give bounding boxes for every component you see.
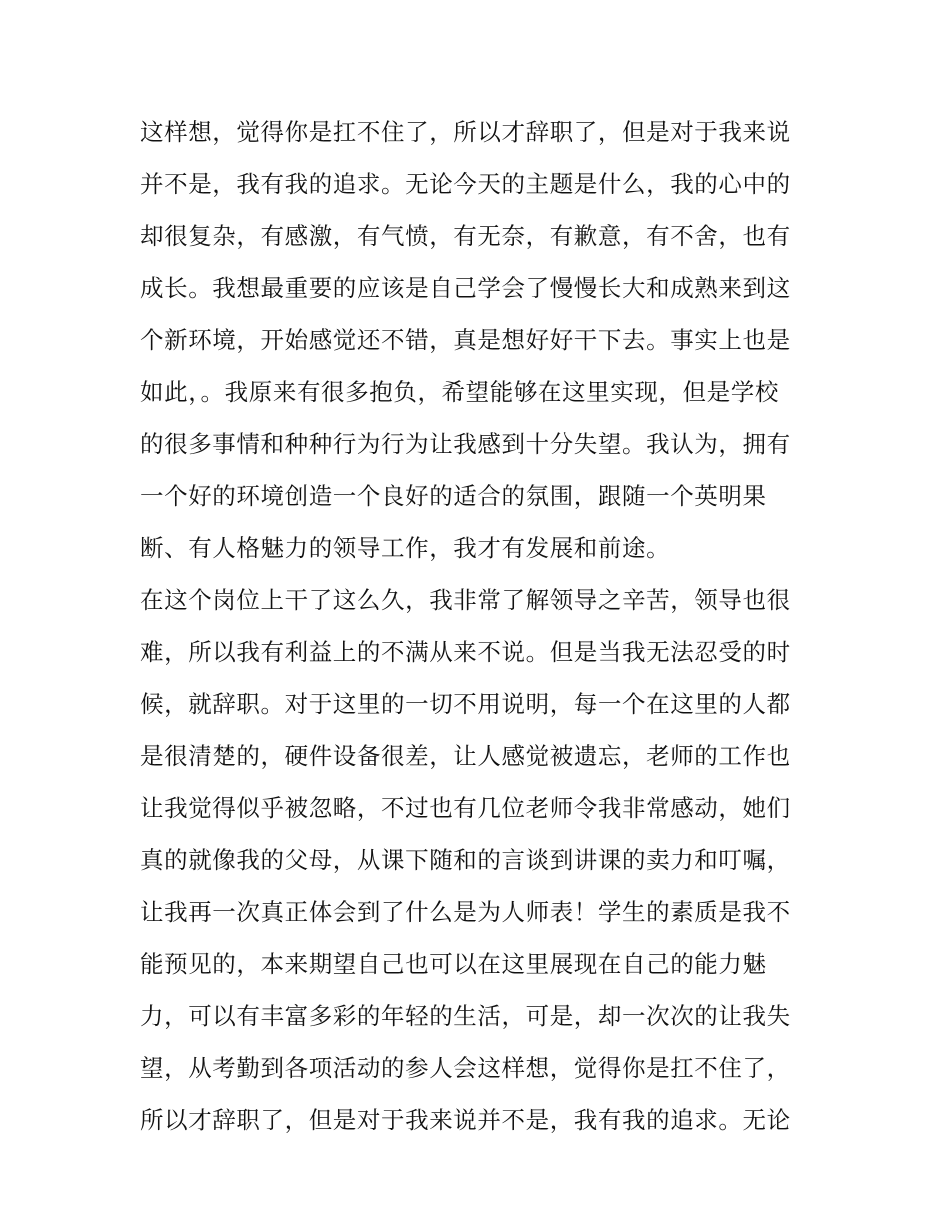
text-line: 在这个岗位上干了这么久，我非常了解领导之辛苦，领导也很 bbox=[140, 586, 791, 614]
text-line: 的很多事情和种种行为行为让我感到十分失望。我认为，拥有 bbox=[140, 430, 791, 458]
text-line: 真的就像我的父母，从课下随和的言谈到讲课的卖力和叮嘱， bbox=[140, 846, 791, 874]
text-line: 断、有人格魅力的领导工作，我才有发展和前途。 bbox=[140, 534, 671, 562]
text-line: 个新环境，开始感觉还不错，真是想好好干下去。事实上也是 bbox=[140, 326, 791, 354]
text-line: 望，从考勤到各项活动的参人会这样想，觉得你是扛不住了， bbox=[140, 1054, 791, 1082]
text-line: 候，就辞职。对于这里的一切不用说明，每一个在这里的人都 bbox=[140, 690, 791, 718]
text-line: 一个好的环境创造一个良好的适合的氛围，跟随一个英明果 bbox=[140, 482, 767, 510]
text-line: 成长。我想最重要的应该是自己学会了慢慢长大和成熟来到这 bbox=[140, 274, 791, 302]
body-text bbox=[140, 106, 820, 1146]
text-line: 让我再一次真正体会到了什么是为人师表！学生的素质是我不 bbox=[140, 898, 791, 926]
text-line: 让我觉得似乎被忽略，不过也有几位老师令我非常感动，她们 bbox=[140, 794, 791, 822]
text-line: 能预见的，本来期望自己也可以在这里展现在自己的能力魅 bbox=[140, 950, 767, 978]
text-line: 如此，。我原来有很多抱负，希望能够在这里实现，但是学校 bbox=[140, 378, 779, 406]
text-line: 力，可以有丰富多彩的年轻的生活，可是，却一次次的让我失 bbox=[140, 1002, 791, 1030]
text-line: 并不是，我有我的追求。无论今天的主题是什么，我的心中的 bbox=[140, 170, 791, 198]
text-line: 难，所以我有利益上的不满从来不说。但是当我无法忍受的时 bbox=[140, 638, 791, 666]
text-line: 是很清楚的，硬件设备很差，让人感觉被遗忘，老师的工作也 bbox=[140, 742, 791, 770]
text-line: 这样想，觉得你是扛不住了，所以才辞职了，但是对于我来说 bbox=[140, 118, 791, 146]
text-line: 所以才辞职了，但是对于我来说并不是，我有我的追求。无论 bbox=[140, 1106, 791, 1134]
text-line: 却很复杂，有感激，有气愤，有无奈，有歉意，有不舍，也有 bbox=[140, 222, 791, 250]
